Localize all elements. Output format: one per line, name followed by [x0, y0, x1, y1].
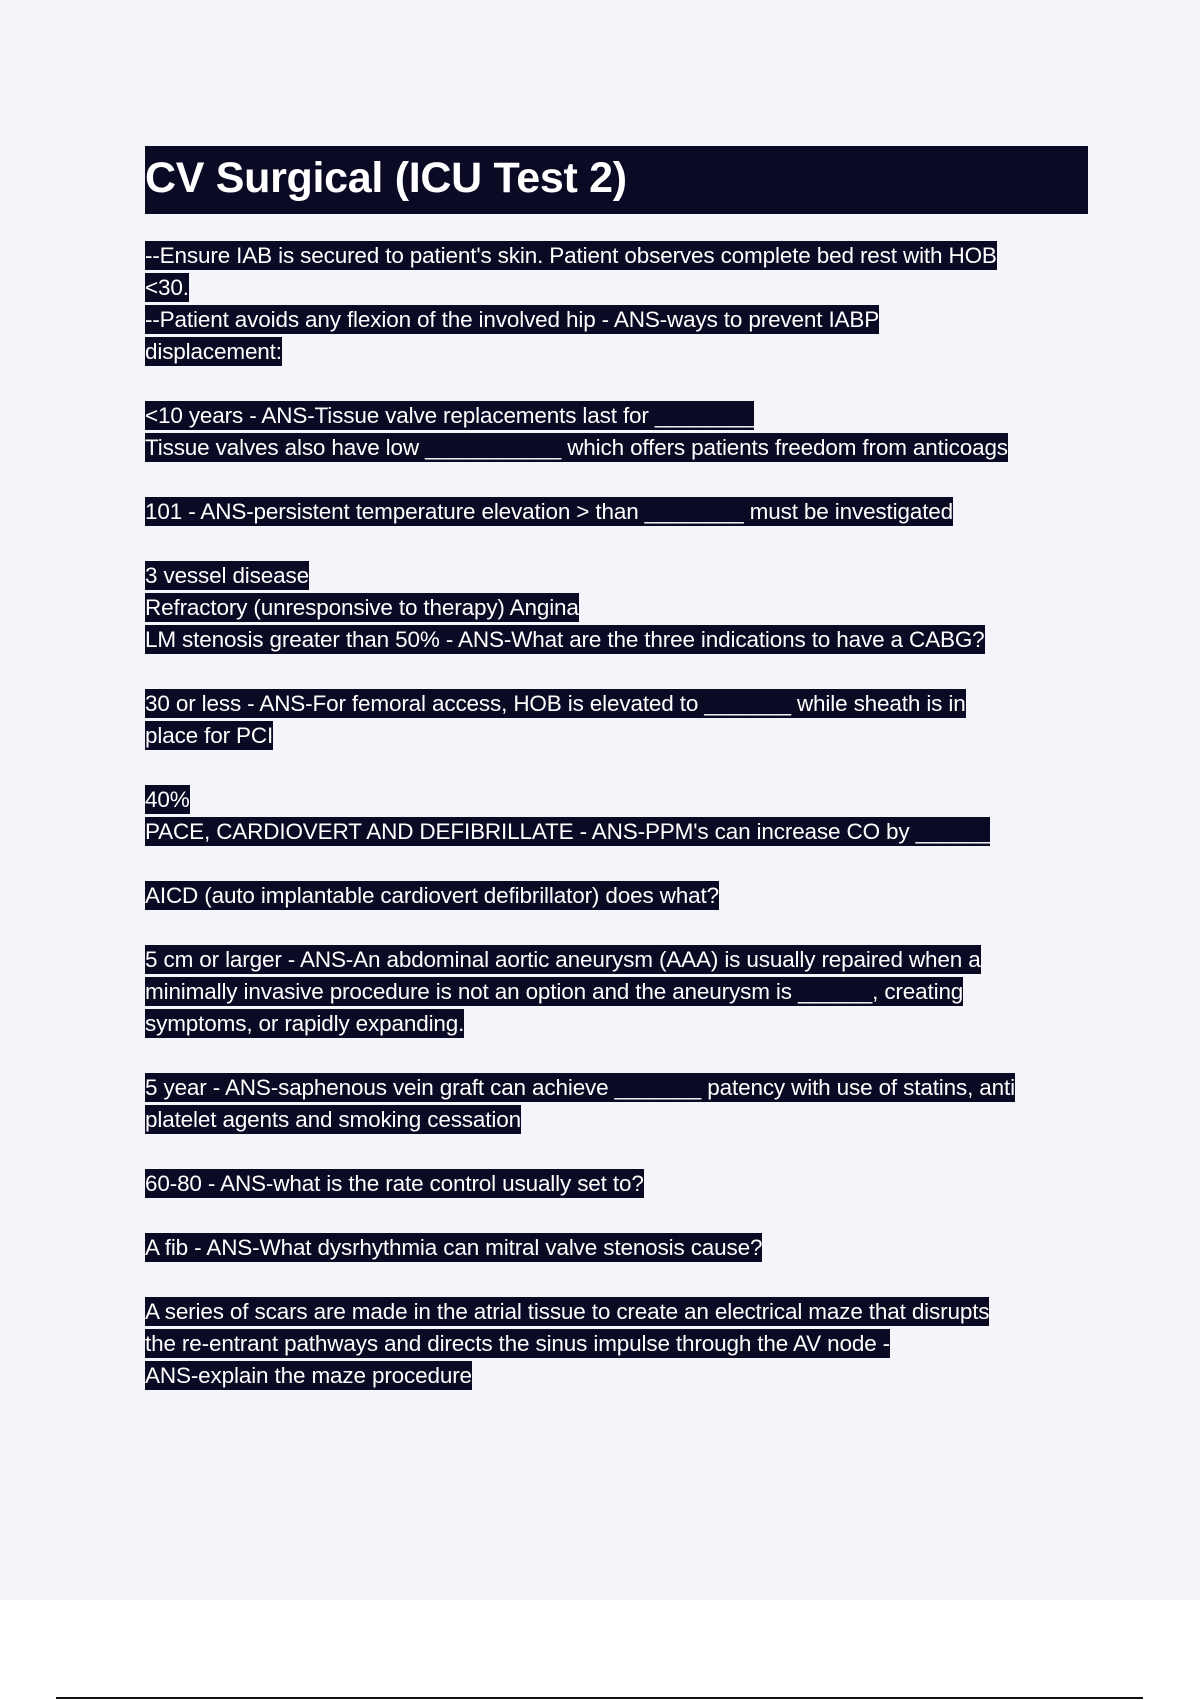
text-line: displacement:: [145, 339, 282, 364]
text-line: --Patient avoids any flexion of the involved hip - ANS-ways to prevent IABP: [145, 307, 880, 332]
title-banner: [145, 146, 1088, 214]
qa-block: [145, 784, 1090, 848]
text-line: A series of scars are made in the atrial tissue to create an electrical maze that disrupts: [145, 1299, 990, 1324]
footer-divider: [56, 1697, 1143, 1699]
qa-block: [145, 1296, 1090, 1392]
text-line: Tissue valves also have low ___________ which offers patients freedom from anticoags: [145, 435, 1008, 460]
document-content: [145, 146, 1090, 1424]
text-line: <10 years - ANS-Tissue valve replacements last for ________: [145, 403, 754, 428]
text-line: ANS-explain the maze procedure: [145, 1363, 472, 1388]
qa-block: [145, 1168, 1090, 1200]
qa-block: [145, 880, 1090, 912]
text-line: <30.: [145, 275, 189, 300]
qa-block: [145, 240, 1090, 368]
qa-block: [145, 400, 1090, 464]
text-line: 30 or less - ANS-For femoral access, HOB is elevated to _______ while sheath is in: [145, 691, 966, 716]
text-line: minimally invasive procedure is not an option and the aneurysm is ______, creating: [145, 979, 964, 1004]
text-line: 101 - ANS-persistent temperature elevation > than ________ must be investigated: [145, 499, 954, 524]
text-line: 3 vessel disease: [145, 563, 309, 588]
text-line: --Ensure IAB is secured to patient's skin. Patient observes complete bed rest with HOB: [145, 243, 997, 268]
text-line: 60-80 - ANS-what is the rate control usually set to?: [145, 1171, 644, 1196]
text-line: the re-entrant pathways and directs the sinus impulse through the AV node -: [145, 1331, 891, 1356]
text-line: 5 year - ANS-saphenous vein graft can achieve _______ patency with use of statins, anti: [145, 1075, 1015, 1100]
text-line: place for PCI: [145, 723, 274, 748]
text-line: symptoms, or rapidly expanding.: [145, 1011, 465, 1036]
qa-block: [145, 688, 1090, 752]
text-line: 40%: [145, 787, 190, 812]
qa-block: [145, 1072, 1090, 1136]
text-line: platelet agents and smoking cessation: [145, 1107, 521, 1132]
qa-block: [145, 560, 1090, 656]
qa-block: [145, 944, 1090, 1040]
text-line: LM stenosis greater than 50% - ANS-What are the three indications to have a CABG?: [145, 627, 985, 652]
text-line: 5 cm or larger - ANS-An abdominal aortic aneurysm (AAA) is usually repaired when a: [145, 947, 981, 972]
qa-block: [145, 1232, 1090, 1264]
qa-block: [145, 496, 1090, 528]
page-title: CV Surgical (ICU Test 2): [145, 154, 627, 202]
text-line: PACE, CARDIOVERT AND DEFIBRILLATE - ANS-PPM's can increase CO by ______: [145, 819, 990, 844]
text-line: Refractory (unresponsive to therapy) Angina: [145, 595, 579, 620]
text-line: AICD (auto implantable cardiovert defibrillator) does what?: [145, 883, 719, 908]
text-line: A fib - ANS-What dysrhythmia can mitral valve stenosis cause?: [145, 1235, 763, 1260]
